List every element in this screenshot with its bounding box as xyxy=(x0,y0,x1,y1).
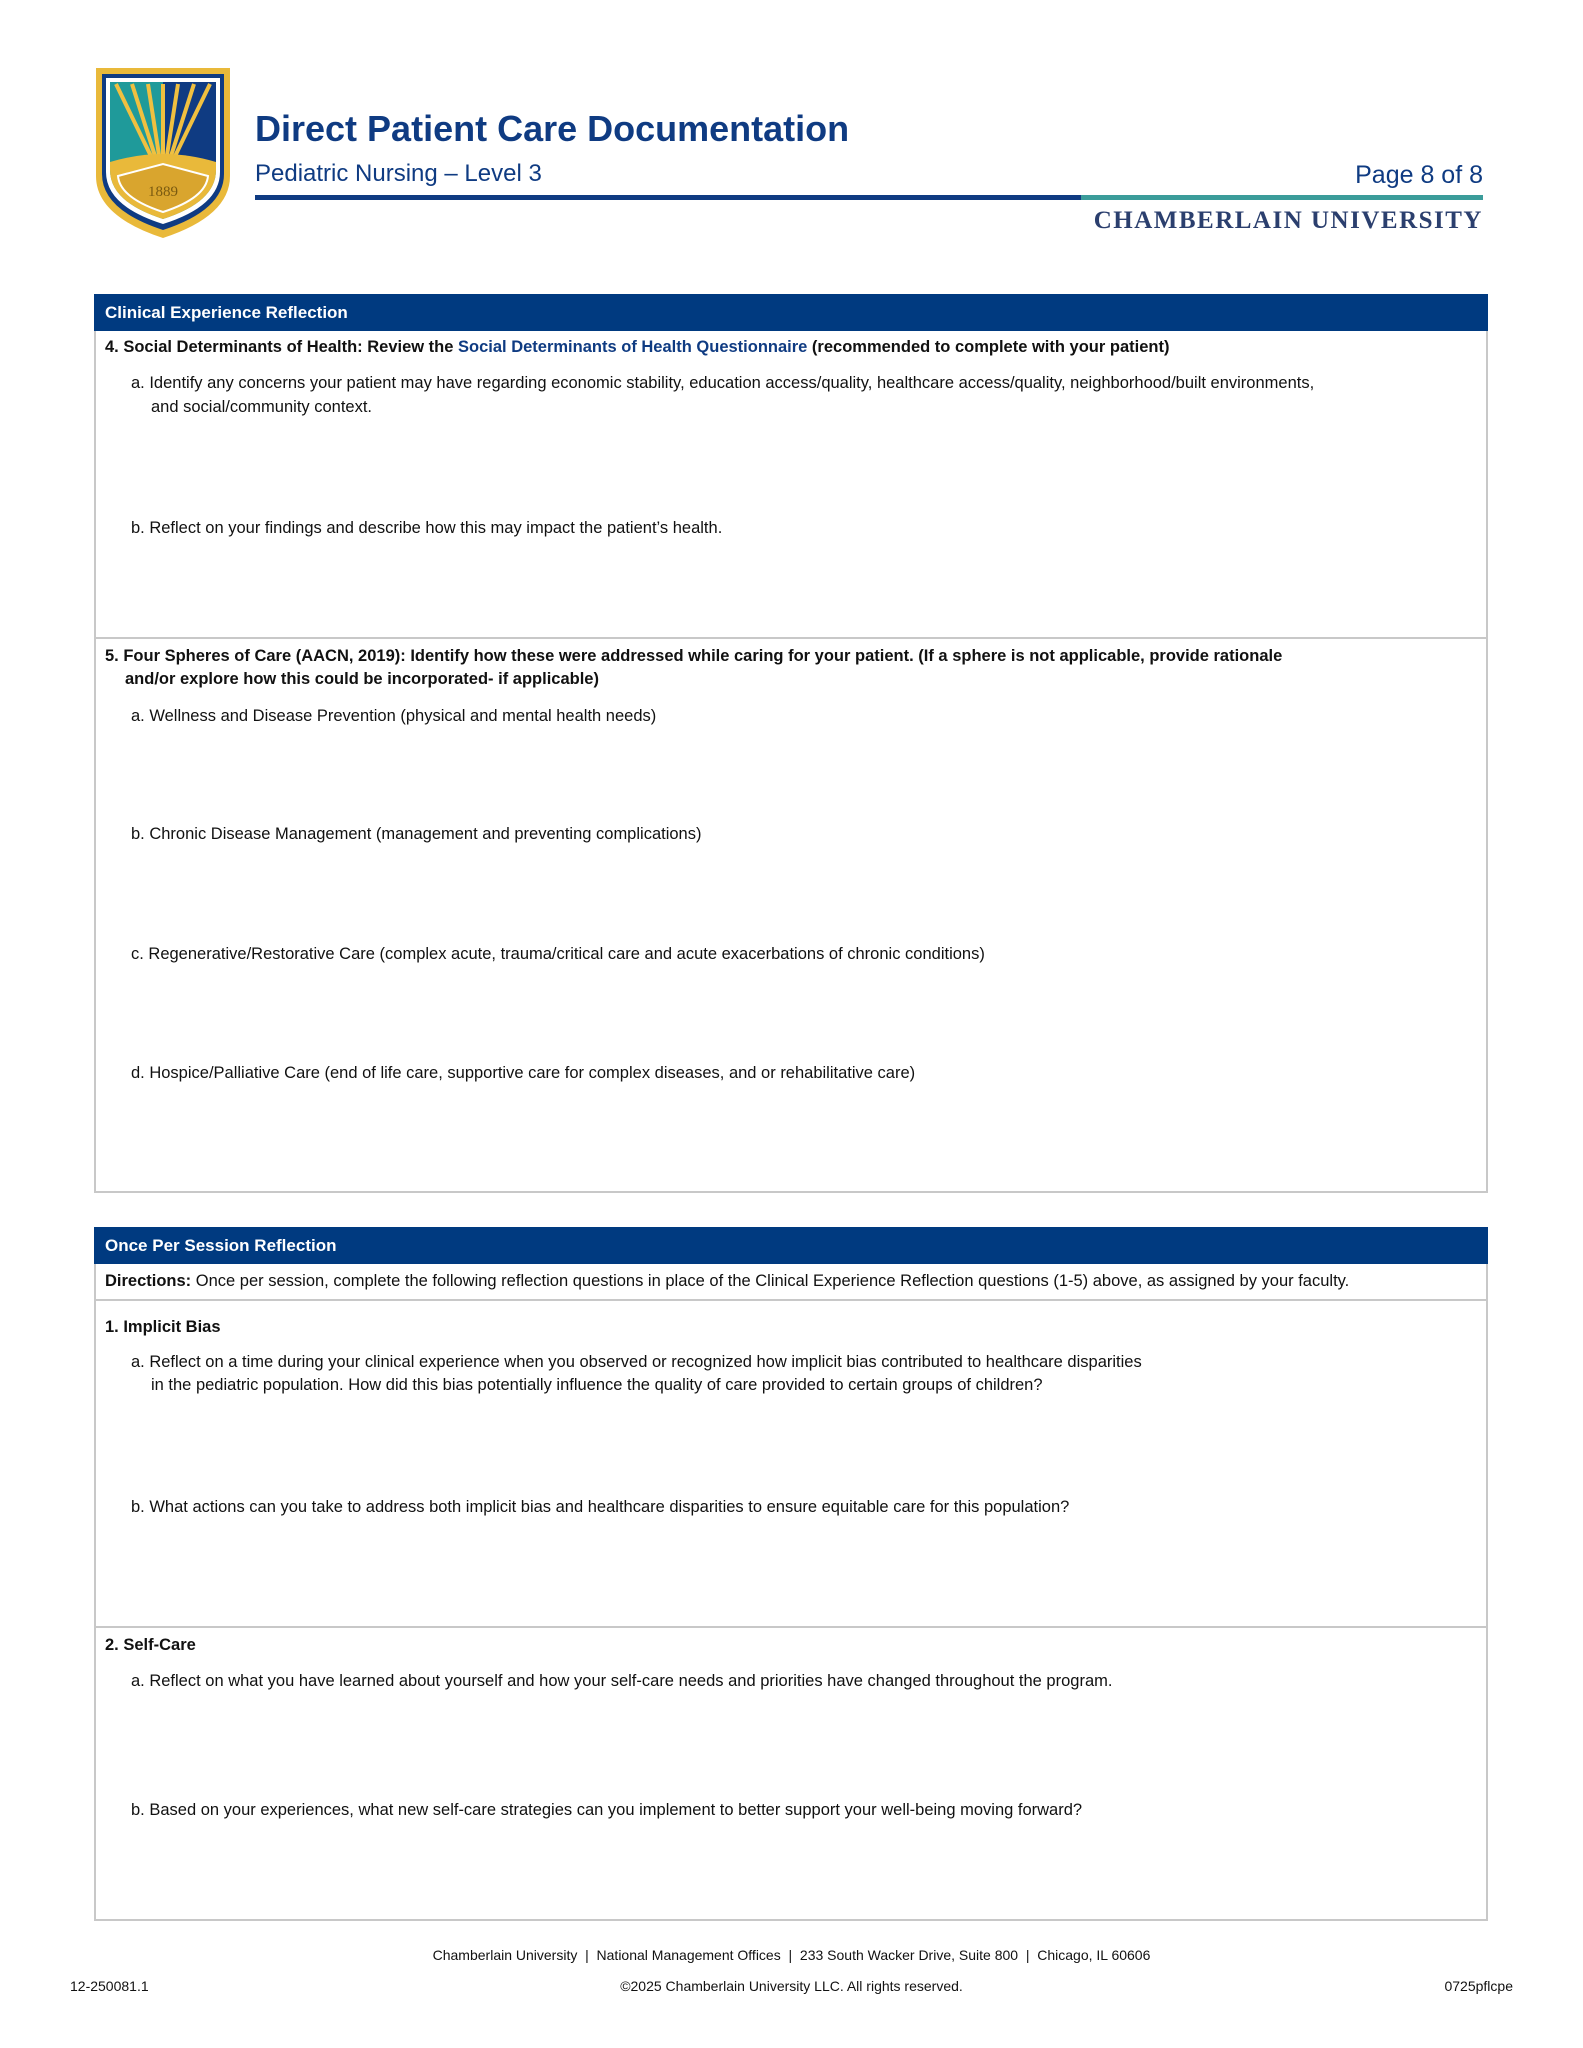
q5c-prompt: c. Regenerative/Restorative Care (complex acute, trauma/critical care and acute exacerbations of chronic conditions) xyxy=(131,945,985,963)
page-title: Direct Patient Care Documentation xyxy=(255,108,850,149)
footer-doc-id: 12-250081.1 xyxy=(70,1978,149,1994)
footer-address: Chamberlain University | National Management Offices | 233 South Wacker Drive, Suite 800 | Chicago, IL 60606 xyxy=(432,1947,1151,1963)
svg-text:1889: 1889 xyxy=(148,184,178,200)
q1a-prompt-cont: in the pediatric population. How did this bias potentially influence the quality of care provided to certain groups of children? xyxy=(151,1376,1043,1394)
course-subtitle: Pediatric Nursing – Level 3 xyxy=(255,160,542,187)
section-header-clinical: Clinical Experience Reflection xyxy=(94,294,1488,331)
question-5-cont: and/or explore how this could be incorporated- if applicable) xyxy=(125,670,599,688)
footer-code: 0725pflcpe xyxy=(1444,1978,1513,1994)
sdoh-questionnaire-link[interactable]: Social Determinants of Health Questionnaire xyxy=(458,338,808,356)
q5a-prompt: a. Wellness and Disease Prevention (physical and mental health needs) xyxy=(131,707,657,725)
q4b-prompt: b. Reflect on your findings and describe how this may impact the patient’s health. xyxy=(131,519,723,537)
university-shield-logo xyxy=(94,66,232,238)
q2a-prompt: a. Reflect on what you have learned about yourself and how your self-care needs and priorities have changed throughout the program. xyxy=(131,1672,1113,1690)
divider xyxy=(94,1299,1488,1301)
university-wordmark: CHAMBERLAIN UNIVERSITY xyxy=(1093,207,1483,234)
q5d-prompt: d. Hospice/Palliative Care (end of life care, supportive care for complex diseases, and or rehabilitative care) xyxy=(131,1064,916,1082)
footer-copyright: ©2025 Chamberlain University LLC. All rights reserved. xyxy=(620,1978,963,1994)
q4-suffix: (recommended to complete with your patient) xyxy=(807,338,1170,356)
header-rule-blue xyxy=(255,195,1081,200)
question-implicit-bias: 1. Implicit Bias xyxy=(105,1318,221,1336)
directions-label: Directions: xyxy=(105,1272,192,1290)
question-4 xyxy=(105,338,1169,357)
header-rule-teal xyxy=(1081,195,1483,200)
question-5: 5. Four Spheres of Care (AACN, 2019): Identify how these were addressed while caring for your patient. (If a sphere is not applicable, provide rationale xyxy=(105,647,1283,665)
q4a-prompt: a. Identify any concerns your patient may have regarding economic stability, education access/quality, healthcare access/quality, neighborhood/built environments, xyxy=(131,374,1315,392)
q1a-prompt: a. Reflect on a time during your clinical experience when you observed or recognized how implicit bias contributed to healthcare disparities xyxy=(131,1353,1142,1371)
divider xyxy=(94,1626,1488,1628)
q2b-prompt: b. Based on your experiences, what new self-care strategies can you implement to better support your well-being moving forward? xyxy=(131,1801,1083,1819)
directions xyxy=(105,1272,1349,1291)
q1b-prompt: b. What actions can you take to address both implicit bias and healthcare disparities to ensure equitable care for this population? xyxy=(131,1498,1070,1516)
q4a-prompt-cont: and social/community context. xyxy=(151,398,373,416)
divider xyxy=(94,637,1488,639)
page-number: Page 8 of 8 xyxy=(1355,161,1483,189)
section-header-session: Once Per Session Reflection xyxy=(94,1227,1488,1264)
q4-prefix: 4. Social Determinants of Health: Review the xyxy=(105,338,459,356)
question-self-care: 2. Self-Care xyxy=(105,1636,196,1654)
directions-text: Once per session, complete the following reflection questions in place of the Clinical Experience Reflection questions (1-5) above, as assigned by your faculty. xyxy=(191,1272,1350,1290)
q5b-prompt: b. Chronic Disease Management (management and preventing complications) xyxy=(131,825,702,843)
